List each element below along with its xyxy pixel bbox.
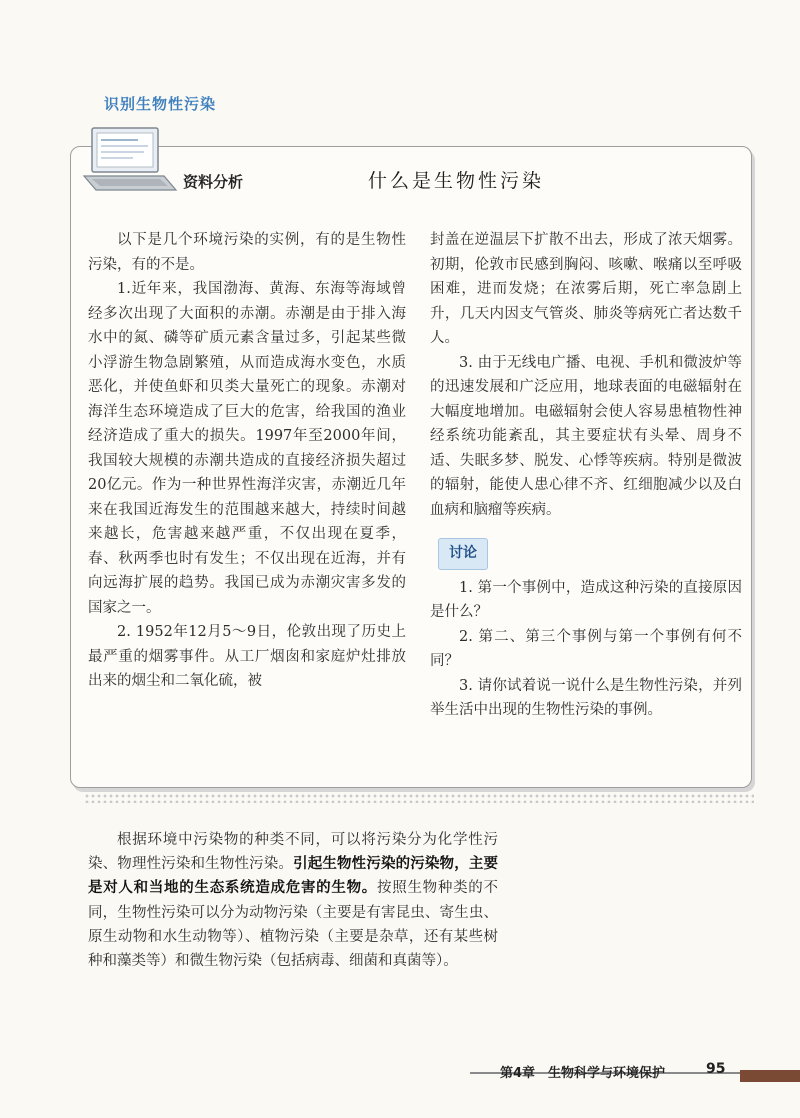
intro-paragraph: 以下是几个环境污染的实例，有的是生物性污染，有的不是。: [88, 232, 406, 273]
dotted-divider: [84, 793, 754, 803]
footer-chapter-title: 第4章 生物科学与环境保护: [500, 1066, 666, 1081]
box-label: 资料分析: [183, 173, 244, 191]
box-title: 什么是生物性污染: [368, 170, 545, 192]
discussion-question-2: 2. 第二、第三个事例与第一个事例有何不同？: [430, 628, 742, 669]
section-heading: 识别生物性污染: [104, 95, 217, 113]
discussion-badge: 讨论: [438, 538, 488, 570]
body-paragraph: [88, 828, 498, 973]
body-text-part-2: 按照生物种类的不同，生物性污染可以分为动物污染（主要是有害昆虫、寄生虫、原生动物和水生动物等）、植物污染（主要是杂草，还有某些树种和藻类等）和微生物污染（包括病毒、细菌和真菌等）。: [88, 880, 499, 970]
discussion-question-1: 1. 第一个事例中，造成这种污染的直接原因是什么？: [430, 579, 742, 620]
case-2-paragraph-start: 2. 1952年12月5～9日，伦敦出现了历史上最严重的烟雾事件。从工厂烟囱和家庭炉灶排放出来的烟尘和二氧化硫，被: [88, 624, 406, 689]
discussion-question-3: 3. 请你试着说一说什么是生物性污染，并列举生活中出现的生物性污染的事例。: [430, 677, 742, 718]
right-column: [430, 228, 742, 723]
case-3-paragraph: 3. 由于无线电广播、电视、手机和微波炉等的迅速发展和广泛应用，地球表面的电磁辐射在大幅度地增加。电磁辐射会使人容易患植物性神经系统功能紊乱，其主要症状有头晕、周身不适、失眠多梦、脱发、心悸等疾病。特别是微波的辐射，能使人患心律不齐、红细胞减少以及白血病和脑瘤等疾病。: [430, 354, 742, 518]
body-text-part-1: 根据环境中污染物的种类不同，可以将污染分为化学性污染、物理性污染和生物性污染。: [88, 832, 498, 873]
body-text-bold: 引起生物性污染的污染物，主要是对人和当地的生态系统造成危害的生物。: [88, 856, 499, 897]
page-number: 95: [706, 1061, 726, 1077]
case-1-paragraph: 1.近年来，我国渤海、黄海、东海等海域曾经多次出现了大面积的赤潮。赤潮是由于排入海水中的氮、磷等矿质元素含量过多，引起某些微小浮游生物急剧繁殖，从而造成海水变色，水质恶化，并使鱼虾和贝类大量死亡的现象。赤潮对海洋生态环境造成了巨大的危害，给我国的渔业经济造成了重大的损失。1997年至2000年间，我国较大规模的赤潮共造成的直接经济损失超过20亿元。作为一种世界性海洋灾害，赤潮近几年来在我国近海发生的范围越来越大，持续时间越来越长，危害越来越严重，不仅出现在夏季，春、秋两季也时有发生；不仅出现在近海，并有向远海扩展的趋势。我国已成为赤潮灾害多发的国家之一。: [88, 281, 406, 616]
laptop-icon: [78, 126, 178, 198]
footer-accent-bar: [740, 1070, 800, 1082]
left-column: [88, 228, 406, 694]
case-2-paragraph-end: 封盖在逆温层下扩散不出去，形成了浓天烟雾。初期，伦敦市民感到胸闷、咳嗽、喉痛以至呼吸困难，进而发烧；在浓雾后期，死亡率急剧上升，几天内因支气管炎、肺炎等病死亡者达数千人。: [430, 232, 742, 346]
